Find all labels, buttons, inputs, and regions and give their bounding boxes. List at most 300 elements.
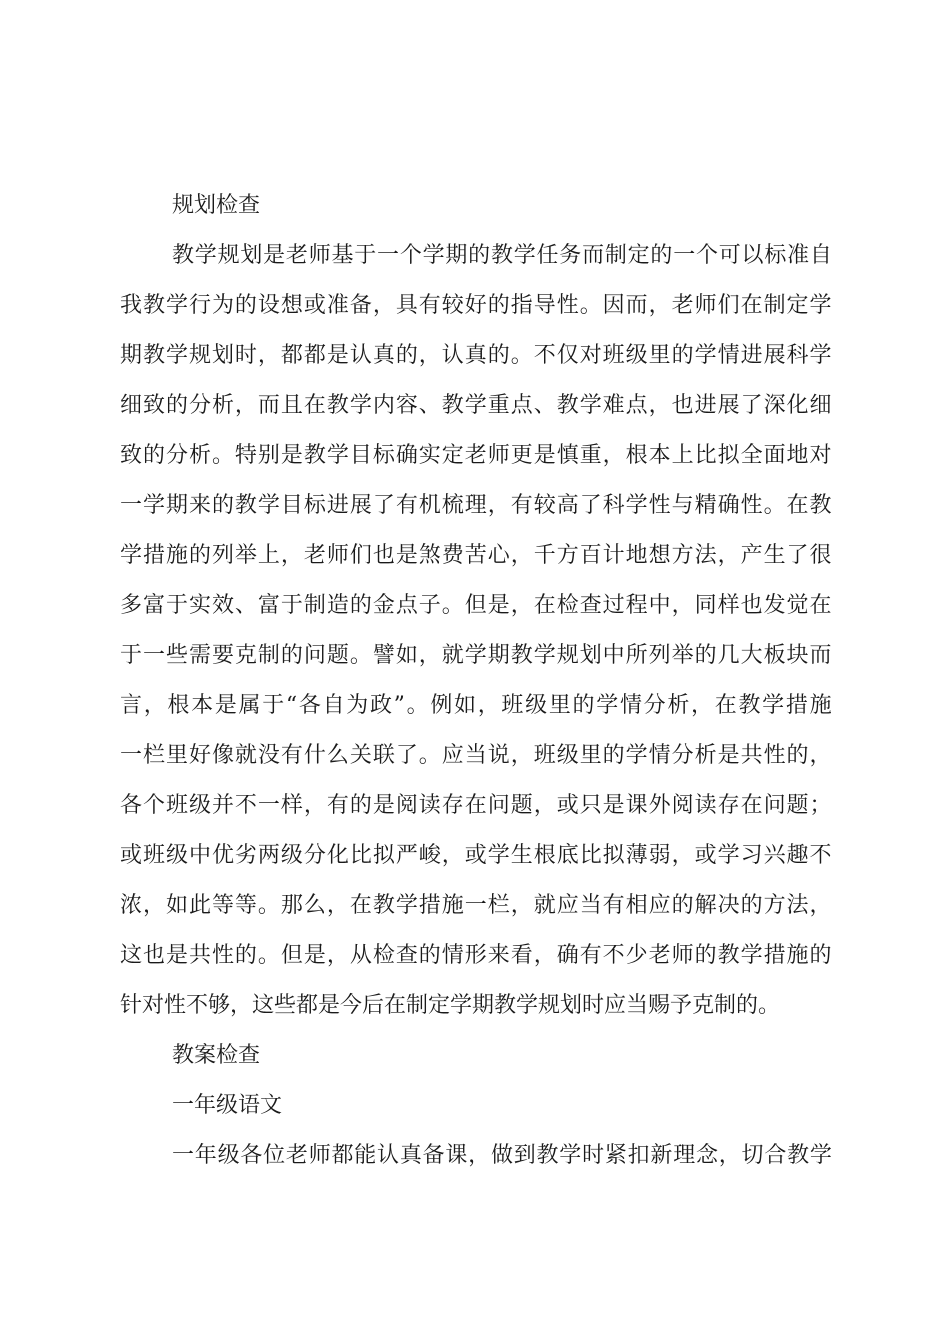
paragraph-character: 一 (120, 743, 143, 768)
paragraph-character: 课 (445, 1143, 468, 1168)
paragraph-character: 点 (625, 393, 648, 418)
paragraph-character: ， (303, 793, 326, 818)
paragraph-character: 的 (671, 343, 694, 368)
paragraph-character: 说 (487, 743, 510, 768)
paragraph-line (172, 1136, 832, 1176)
paragraph-character: 几 (717, 643, 740, 668)
paragraph-character: 方 (763, 893, 786, 918)
paragraph-character: 析 (211, 393, 234, 418)
paragraph-character: 措 (142, 543, 165, 568)
paragraph-character: 而 (625, 293, 648, 318)
paragraph-character: 析 (667, 693, 690, 718)
paragraph-character: 教 (809, 493, 832, 518)
paragraph-character: 标 (764, 243, 787, 268)
paragraph-character: 学 (395, 893, 418, 918)
paragraph-character: 实 (188, 593, 211, 618)
paragraph-character: 情 (717, 343, 740, 368)
paragraph-character: 子 (418, 593, 441, 618)
paragraph-character: 切 (741, 1143, 764, 1168)
paragraph-character: 在 (740, 793, 763, 818)
paragraph-character: 实 (418, 443, 441, 468)
paragraph-character: 。 (763, 493, 786, 518)
paragraph-character: 在 (740, 293, 763, 318)
paragraph-character: 等 (211, 893, 234, 918)
paragraph-character: 老 (648, 943, 671, 968)
paragraph-character: 致 (142, 393, 165, 418)
paragraph-line (120, 786, 832, 826)
paragraph-character: 学 (533, 643, 556, 668)
paragraph-character: ， (142, 893, 165, 918)
paragraph-character: 觉 (786, 593, 809, 618)
paragraph-character: 了 (579, 493, 602, 518)
paragraph-character: 教 (142, 343, 165, 368)
paragraph-character: 而 (582, 243, 605, 268)
paragraph-character: 有 (579, 943, 602, 968)
paragraph-character: 分 (303, 843, 326, 868)
paragraph-character: 存 (717, 793, 740, 818)
paragraph-character: 措 (785, 693, 808, 718)
paragraph-character: 在 (533, 593, 556, 618)
paragraph-character: 于 (280, 593, 303, 618)
paragraph-character: 性 (556, 293, 579, 318)
paragraph-character: 来 (487, 943, 510, 968)
paragraph-character: ， (418, 343, 441, 368)
paragraph-character: 金 (372, 593, 395, 618)
paragraph-character: 师 (326, 543, 349, 568)
paragraph-character: 有 (395, 493, 418, 518)
paragraph-character: 与 (671, 493, 694, 518)
paragraph-character: 施 (809, 693, 832, 718)
paragraph-character: ， (718, 1143, 741, 1168)
paragraph-character: 的 (395, 343, 418, 368)
paragraph-character: 教 (510, 643, 533, 668)
paragraph-character: 并 (211, 793, 234, 818)
paragraph-character: 很 (809, 543, 832, 568)
paragraph-character: 学 (349, 393, 372, 418)
paragraph-character: 分 (165, 443, 188, 468)
paragraph-character: 或 (303, 293, 326, 318)
paragraph-character: 制 (257, 643, 280, 668)
paragraph-character: 是 (395, 543, 418, 568)
paragraph-character: 要 (211, 643, 234, 668)
paragraph-line (120, 386, 832, 426)
paragraph-character: 栏 (487, 893, 510, 918)
paragraph-character: 些 (165, 643, 188, 668)
paragraph-character: 属 (238, 693, 261, 718)
paragraph-character: ， (372, 293, 395, 318)
paragraph-character: 学 (513, 243, 536, 268)
paragraph-character: 老 (464, 443, 487, 468)
paragraph-character: 教 (787, 1143, 810, 1168)
paragraph-character: 学 (625, 493, 648, 518)
paragraph-character: 底 (556, 843, 579, 868)
paragraph-character: 里 (579, 743, 602, 768)
paragraph-character: 析 (188, 443, 211, 468)
paragraph-character: 各 (298, 693, 321, 718)
paragraph-character: ， (671, 843, 694, 868)
paragraph-character: 样 (717, 593, 740, 618)
paragraph-character: 规 (188, 343, 211, 368)
paragraph-character: 备 (349, 293, 372, 318)
paragraph-character: 定 (786, 293, 809, 318)
paragraph-character: 班 (165, 793, 188, 818)
paragraph-character: 科 (786, 343, 809, 368)
paragraph-character: 备 (422, 1143, 445, 1168)
paragraph-character: 的 (211, 493, 234, 518)
paragraph-character: ， (326, 893, 349, 918)
paragraph-character: 题 (326, 643, 349, 668)
paragraph-character: 教 (738, 693, 761, 718)
paragraph-character: 确 (717, 493, 740, 518)
paragraph-character: ， (487, 493, 510, 518)
paragraph-character: 有 (326, 793, 349, 818)
paragraph-character: 于 (262, 693, 285, 718)
paragraph-character: 就 (533, 893, 556, 918)
paragraph-character: 各 (120, 793, 143, 818)
paragraph-character: 点 (395, 593, 418, 618)
paragraph-character: ， (671, 593, 694, 618)
paragraph-character: 规 (556, 643, 579, 668)
paragraph-character: 期 (120, 343, 143, 368)
paragraph-character: 进 (694, 393, 717, 418)
paragraph-character: 班 (533, 743, 556, 768)
paragraph-character: 苦 (464, 543, 487, 568)
paragraph-character: 百 (579, 543, 602, 568)
paragraph-character: 。 (579, 293, 602, 318)
paragraph-character: ， (143, 693, 166, 718)
paragraph-character: 是 (602, 793, 625, 818)
paragraph-character: 于 (165, 593, 188, 618)
paragraph-character: 的 (349, 793, 372, 818)
paragraph-character: 效 (211, 593, 234, 618)
paragraph-character: 容 (395, 393, 418, 418)
paragraph-character: 确 (395, 443, 418, 468)
paragraph-character: 个 (142, 793, 165, 818)
paragraph-character: 制 (604, 243, 627, 268)
paragraph-character: 。 (441, 593, 464, 618)
paragraph-character: 学 (464, 643, 487, 668)
paragraph-character: 千 (533, 543, 556, 568)
paragraph-character: 学 (120, 543, 143, 568)
paragraph-line (172, 236, 832, 276)
paragraph-character: 析 (694, 743, 717, 768)
paragraph-character: 不 (533, 343, 556, 368)
paragraph-character: ， (510, 893, 533, 918)
paragraph-line (120, 836, 832, 876)
paragraph-character: 、 (533, 393, 556, 418)
paragraph-character: 上 (257, 543, 280, 568)
paragraph-character: 中 (648, 593, 671, 618)
paragraph-character: 是 (280, 443, 303, 468)
paragraph-character: 特 (234, 443, 257, 468)
paragraph-character: 的 (671, 893, 694, 918)
paragraph-character: 根 (533, 843, 556, 868)
paragraph-character: 共 (188, 943, 211, 968)
paragraph-character: 致 (120, 443, 143, 468)
paragraph-character: 目 (280, 493, 303, 518)
paragraph-character: 上 (671, 443, 694, 468)
paragraph-character: 以 (741, 243, 764, 268)
paragraph-character: 是 (214, 693, 237, 718)
paragraph-character: 了 (786, 543, 809, 568)
paragraph-character: 对 (579, 343, 602, 368)
paragraph-character: 的 (234, 293, 257, 318)
paragraph-character: ， (441, 843, 464, 868)
paragraph-character: 方 (556, 543, 579, 568)
paragraph-character: 于 (354, 243, 377, 268)
paragraph-character: 准 (326, 293, 349, 318)
paragraph-character: 梳 (441, 493, 464, 518)
paragraph-character: ， (418, 643, 441, 668)
paragraph-character: 内 (372, 393, 395, 418)
paragraph-line (120, 436, 832, 476)
paragraph-character: 情 (619, 693, 642, 718)
paragraph-character: 的 (418, 943, 441, 968)
paragraph-character: ， (809, 893, 832, 918)
paragraph-character: 列 (648, 643, 671, 668)
paragraph-character: 学 (596, 693, 619, 718)
paragraph-character: 的 (280, 643, 303, 668)
paragraph-character: 的 (650, 243, 673, 268)
paragraph-character: 的 (740, 893, 763, 918)
paragraph-character: 富 (142, 593, 165, 618)
paragraph-character: 且 (280, 393, 303, 418)
paragraph-character: 都 (303, 343, 326, 368)
paragraph-character: 是 (717, 743, 740, 768)
paragraph-character: 地 (786, 443, 809, 468)
paragraph-character: 没 (257, 743, 280, 768)
paragraph-character: 什 (303, 743, 326, 768)
paragraph-character: 在 (809, 593, 832, 618)
paragraph-character: 务 (559, 243, 582, 268)
paragraph-character: 学 (165, 343, 188, 368)
paragraph-character: 拟 (372, 843, 395, 868)
paragraph-character: ， (717, 543, 740, 568)
paragraph-character: 从 (349, 943, 372, 968)
paragraph-character: 划 (579, 643, 602, 668)
paragraph-character: 准 (787, 243, 810, 268)
paragraph-character: 联 (372, 743, 395, 768)
paragraph-character: 扣 (627, 1143, 650, 1168)
paragraph-character: 就 (441, 643, 464, 668)
paragraph-character: 举 (671, 643, 694, 668)
paragraph-character: 学 (422, 243, 445, 268)
paragraph-character: 了 (395, 743, 418, 768)
paragraph-character: 少 (625, 943, 648, 968)
paragraph-character: 教 (142, 293, 165, 318)
paragraph-character: 了 (740, 393, 763, 418)
paragraph-character: 想 (280, 293, 303, 318)
paragraph-character: 的 (602, 743, 625, 768)
paragraph-character: 。 (418, 743, 441, 768)
paragraph-character: 教 (536, 1143, 559, 1168)
paragraph-character: 化 (786, 393, 809, 418)
paragraph-character: 师 (308, 243, 331, 268)
paragraph-character: ， (533, 943, 556, 968)
paragraph-character: 但 (280, 943, 303, 968)
paragraph-character: 学 (762, 693, 785, 718)
paragraph-character: 可 (718, 243, 741, 268)
paragraph-character: 学 (559, 1143, 582, 1168)
paragraph-character: 因 (602, 293, 625, 318)
paragraph-character: 细 (809, 393, 832, 418)
paragraph-character: 有 (280, 743, 303, 768)
paragraph-character: 检 (372, 943, 395, 968)
paragraph-character: 师 (694, 293, 717, 318)
subheading-grade-one-chinese: 一年级语文 (172, 1093, 283, 1118)
paragraph-character: ， (510, 593, 533, 618)
paragraph-character: 学 (487, 843, 510, 868)
paragraph-character: 两 (257, 843, 280, 868)
paragraph-character: 难 (602, 393, 625, 418)
paragraph-character: 弱 (648, 843, 671, 868)
paragraph-character: ， (648, 293, 671, 318)
paragraph-character: 应 (556, 893, 579, 918)
paragraph-character: 重 (579, 443, 602, 468)
paragraph-character: 造 (326, 593, 349, 618)
paragraph-character: 对 (809, 443, 832, 468)
paragraph-character: 的 (234, 943, 257, 968)
paragraph-character: 共 (740, 743, 763, 768)
paragraph-character: 一 (673, 243, 696, 268)
paragraph-character: 法 (786, 893, 809, 918)
paragraph-character: 根 (167, 693, 190, 718)
paragraph-character: 的 (809, 943, 832, 968)
paragraph-line (120, 736, 832, 776)
paragraph-character: 列 (211, 543, 234, 568)
paragraph-character: 级 (188, 793, 211, 818)
paragraph-character: 是 (165, 943, 188, 968)
paragraph-character: 教 (303, 443, 326, 468)
paragraph-character: 班 (602, 343, 625, 368)
paragraph-character: 的 (487, 293, 510, 318)
paragraph-character: 更 (510, 443, 533, 468)
paragraph-character: 了 (372, 493, 395, 518)
paragraph-character: 学 (694, 343, 717, 368)
paragraph-character: 拟 (602, 843, 625, 868)
paragraph-character: ， (326, 943, 349, 968)
paragraph-character: 学 (809, 1143, 832, 1168)
paragraph-character: 本 (648, 443, 671, 468)
paragraph-character: 应 (441, 743, 464, 768)
paragraph-character: 导 (533, 293, 556, 318)
paragraph-character: 等 (234, 893, 257, 918)
paragraph-character: 本 (191, 693, 214, 718)
paragraph-character: 阅 (671, 793, 694, 818)
section-heading-lesson-check: 教案检查 (172, 1043, 261, 1068)
paragraph-character: 或 (556, 793, 579, 818)
paragraph-character: 像 (211, 743, 234, 768)
paragraph-character: 师 (671, 943, 694, 968)
paragraph-character: 中 (602, 643, 625, 668)
paragraph-character: 规 (217, 243, 240, 268)
paragraph-character: 里 (165, 743, 188, 768)
paragraph-character: ， (468, 1143, 491, 1168)
paragraph-character: 行 (188, 293, 211, 318)
paragraph-character: 较 (441, 293, 464, 318)
paragraph-character: 学 (809, 343, 832, 368)
paragraph-character: 面 (763, 443, 786, 468)
paragraph-character: 应 (648, 893, 671, 918)
paragraph-character: 比 (349, 843, 372, 868)
paragraph-character: 能 (354, 1143, 377, 1168)
paragraph-line (120, 936, 832, 976)
paragraph-character: 情 (441, 943, 464, 968)
paragraph-character: 兴 (763, 843, 786, 868)
paragraph-character: 是 (372, 793, 395, 818)
paragraph-character: 也 (372, 543, 395, 568)
paragraph-character: 例 (430, 693, 453, 718)
paragraph-character: 在 (349, 893, 372, 918)
paragraph-character: 的 (694, 943, 717, 968)
paragraph-character: 我 (120, 293, 143, 318)
paragraph-character: 产 (740, 543, 763, 568)
paragraph-character: 有 (418, 293, 441, 318)
paragraph-character: 各 (240, 1143, 263, 1168)
paragraph-character: 年 (194, 1143, 217, 1168)
paragraph-character: 一 (172, 1143, 195, 1168)
paragraph-character: 举 (234, 543, 257, 568)
paragraph-character: 如 (165, 893, 188, 918)
paragraph-character: 但 (464, 593, 487, 618)
paragraph-character: 。 (406, 693, 429, 718)
paragraph-line (120, 486, 832, 526)
paragraph-character: 里 (648, 343, 671, 368)
paragraph-character: 生 (763, 543, 786, 568)
paragraph-character: 目 (349, 443, 372, 468)
paragraph-character: 期 (487, 643, 510, 668)
paragraph-character: 计 (602, 543, 625, 568)
paragraph-character: 性 (763, 743, 786, 768)
paragraph-character: 好 (464, 293, 487, 318)
paragraph-character: 的 (188, 543, 211, 568)
paragraph-character: 级 (280, 843, 303, 868)
paragraph-character: 们 (349, 543, 372, 568)
paragraph-line (120, 586, 832, 626)
paragraph-character: 心 (487, 543, 510, 568)
paragraph-character: 真 (372, 343, 395, 368)
paragraph-character: 是 (303, 943, 326, 968)
paragraph-character: 个 (399, 243, 422, 268)
paragraph-character: 级 (165, 843, 188, 868)
paragraph-character: ” (393, 693, 405, 718)
paragraph-character: 是 (326, 343, 349, 368)
paragraph-character: 不 (602, 943, 625, 968)
paragraph-character: 分 (643, 693, 666, 718)
paragraph-character: 形 (464, 943, 487, 968)
paragraph-character: 真 (464, 343, 487, 368)
paragraph-character: 根 (625, 443, 648, 468)
paragraph-character: 如 (395, 643, 418, 668)
paragraph-character: 趣 (786, 843, 809, 868)
paragraph-character: ， (510, 743, 533, 768)
paragraph-character: 仅 (556, 343, 579, 368)
paragraph-character: 发 (763, 593, 786, 618)
paragraph-character: 来 (188, 493, 211, 518)
paragraph-character: 理 (464, 493, 487, 518)
paragraph-character: 教 (326, 393, 349, 418)
paragraph-character: 任 (536, 243, 559, 268)
paragraph-character: 板 (763, 643, 786, 668)
paragraph-character: 多 (120, 593, 143, 618)
paragraph-character: 教 (172, 243, 195, 268)
paragraph-character: 这 (120, 943, 143, 968)
paragraph-character: 一 (120, 493, 143, 518)
paragraph-character: 也 (142, 943, 165, 968)
paragraph-character: 而 (257, 393, 280, 418)
paragraph-character: 不 (809, 843, 832, 868)
paragraph-character: 。 (211, 443, 234, 468)
